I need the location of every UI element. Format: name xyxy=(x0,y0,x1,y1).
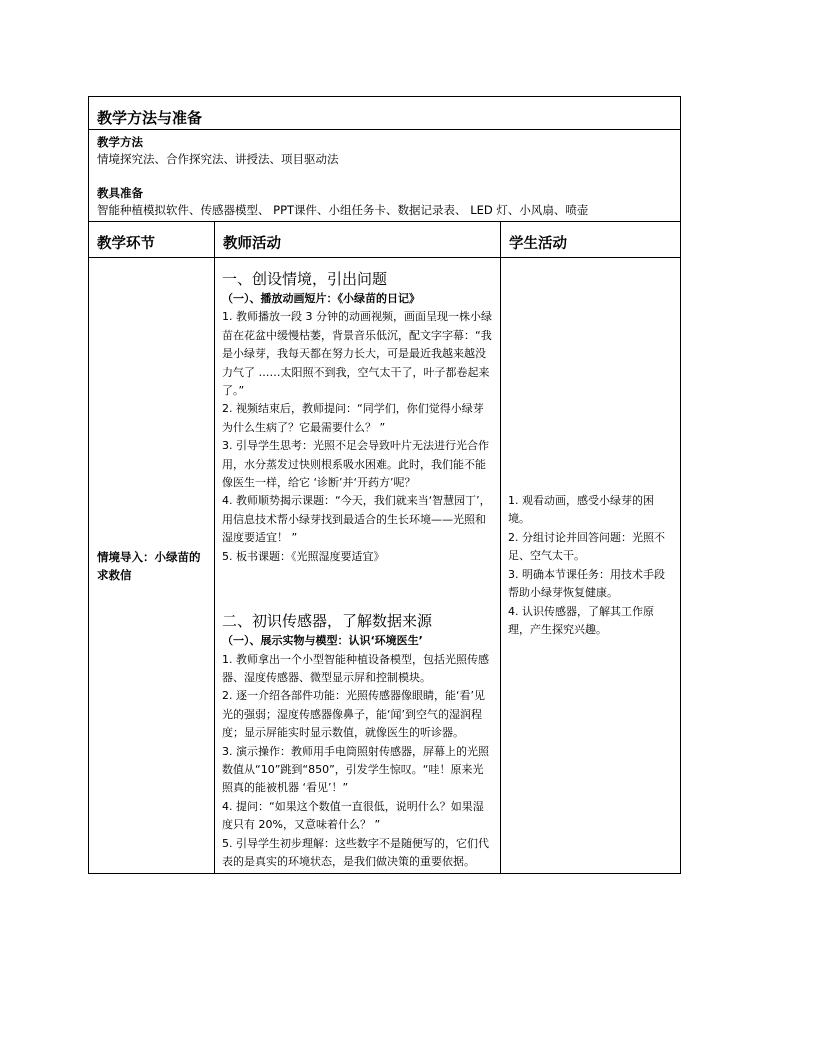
student-item: 4. 认识传感器，了解其工作原理，产生探究兴趣。 xyxy=(508,604,654,636)
part1-item: 2. 视频结束后，教师提问：“同学们，你们觉得小绿芽为什么生病了？它最需要什么？ ” xyxy=(222,402,484,434)
tools-text: 智能种植模拟软件、传感器模型、 PPT课件、小组任务卡、数据记录表、 LED 灯、小风扇、喷壶 xyxy=(97,203,589,217)
student-item: 3. 明确本节课任务：用技术手段帮助小绿芽恢复健康。 xyxy=(508,567,665,600)
methods-title: 教学方法 xyxy=(97,135,143,149)
lesson-plan-table xyxy=(88,96,681,874)
teacher-activity-cell xyxy=(215,258,501,874)
part2-item: 2. 逐一介绍各部件功能：光照传感器像眼睛，能‘看’见光的强弱；湿度传感器像鼻子，能‘闻’到空气的湿润程度；显示屏能实时显示数值，就像医生的听诊器。 xyxy=(222,689,485,740)
stage-column-header: 教学环节 xyxy=(89,222,215,258)
part1-item: 1. 教师播放一段 3 分钟的动画视频，画面呈现一株小绿苗在花盆中缓慢枯萎，背景音乐低沉，配文字字幕：“我是小绿芽，我每天都在努力长大，可是最近我越来越没力气了 ……太阳照不到我，空气太干了，叶子都卷起来了。” xyxy=(222,310,492,398)
methods-prep-content xyxy=(89,129,680,221)
methods-section-heading: 教学方法与准备 xyxy=(97,109,203,127)
methods-text: 情境探究法、合作探究法、讲授法、项目驱动法 xyxy=(97,152,339,166)
part2-item: 3. 演示操作：教师用手电筒照射传感器，屏幕上的光照数值从“10”跳到“850”，引发学生惊叹。“哇！原来光照真的能被机器 ‘看见’！” xyxy=(222,744,489,795)
student-item: 1. 观看动画，感受小绿芽的困境。 xyxy=(508,494,654,526)
student-item: 2. 分组讨论并回答问题：光照不足、空气太干。 xyxy=(508,530,665,563)
part2-heading: 二、初识传感器，了解数据来源 xyxy=(222,612,433,631)
part1-item: 5. 板书课题：《光照湿度要适宜》 xyxy=(222,549,385,563)
part2-item: 4. 提问：“如果这个数值一直很低，说明什么？如果湿度只有 20%，又意味着什么？ ” xyxy=(222,799,484,832)
part1-heading: 一、创设情境，引出问题 xyxy=(222,270,388,288)
part2-subheading: （一）、展示实物与模型：认识‘环境医生’ xyxy=(222,634,423,648)
stage-cell: 情境导入：小绿苗的求救信 xyxy=(89,258,215,874)
part2-item: 5. 引导学生初步理解：这些数字不是随便写的，它们代表的是真实的环境状态，是我们做决策的重要依据。 xyxy=(222,836,489,868)
part1-subheading: （一）、播放动画短片：《小绿苗的日记》 xyxy=(222,292,420,305)
student-activity-cell xyxy=(501,258,681,874)
student-column-header: 学生活动 xyxy=(501,222,681,258)
part1-item: 4. 教师顺势揭示课题：“今天，我们就来当‘智慧园丁’，用信息技术帮小绿芽找到最适合的生长环境——光照和湿度要适宜！ ” xyxy=(222,494,491,545)
part1-item: 3. 引导学生思考：光照不足会导致叶片无法进行光合作用，水分蒸发过快则根系吸水困难。此时，我们能不能像医生一样，给它 ‘诊断’并‘开药方’呢？ xyxy=(222,439,489,490)
lesson-plan-document xyxy=(88,96,680,874)
teacher-column-header: 教师活动 xyxy=(215,222,501,258)
tools-title: 教具准备 xyxy=(97,186,143,200)
part2-item: 1. 教师拿出一个小型智能种植设备模型，包括光照传感器、湿度传感器、微型显示屏和控制模块。 xyxy=(222,652,489,684)
